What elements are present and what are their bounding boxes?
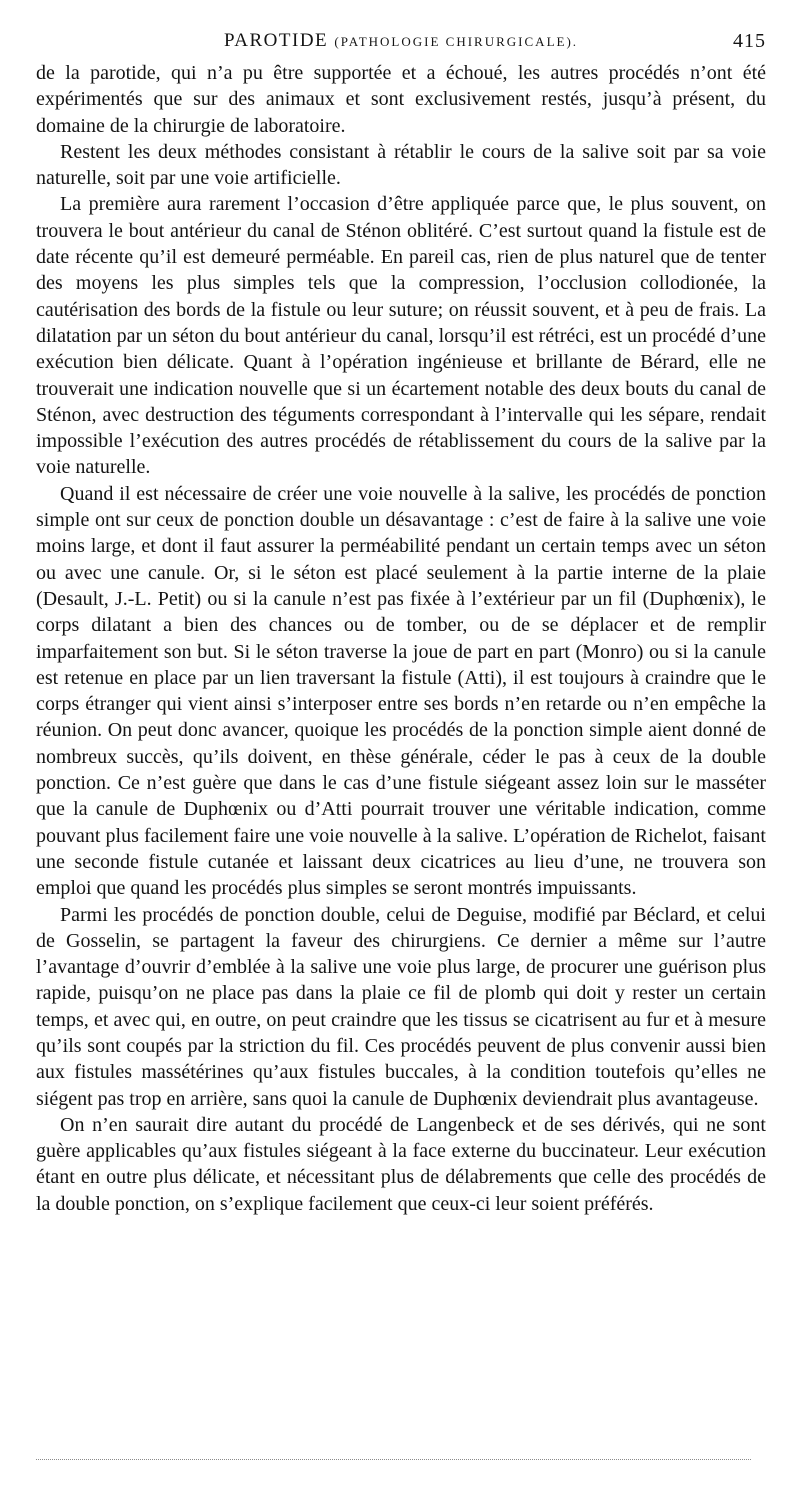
running-head: [36, 30, 766, 58]
paragraph: Restent les deux méthodes consistant à rétablir le cours de la salive soit par sa voie naturelle, soit par une voie artificielle.: [36, 140, 766, 190]
paragraph: Quand il est nécessaire de créer une voie nouvelle à la salive, les procédés de ponction simple ont sur ceux de ponction double un désavantage : c’est de faire à la salive une voie moins large, et dont il faut assurer la perméabilité pendant un certain temps avec un séton ou avec une canule. Or, si le séton est placé seulement à la partie interne de la plaie (Desault, J.-L. Petit) ou si la canule n’est pas fixée à l’extérieur par un fil (Duphœnix), le corps dilatant a bien des chances ou de tomber, ou de se déplacer et de remplir imparfaitement son but. Si le séton traverse la joue de part en part (Monro) ou si la canule est retenue en place par un lien traversant la fistule (Atti), il est toujours à craindre que le corps étranger qui vient ainsi s’interposer entre ses bords n’en retarde ou n’en empêche la réunion. On peut donc avancer, quoique les procédés de la ponction simple aient donné de nombreux succès, qu’ils doivent, en thèse générale, céder le pas à ceux de la double ponction. Ce n’est guère que dans le cas d’une fistule siégeant assez loin sur le masséter que la canule de Duphœnix ou d’Atti pourrait trouver une véritable indication, comme pouvant plus facilement faire une voie nouvelle à la salive. L’opération de Richelot, faisant une seconde fistule cutanée et laissant deux cicatrices au lieu d’une, ne trouvera son emploi que quand les procédés plus simples se seront montrés impuissants.: [36, 482, 766, 900]
running-title: [36, 30, 766, 52]
paragraph: de la parotide, qui n’a pu être supportée et a échoué, les autres procédés n’ont été expérimentés que sur des animaux et sont exclusivement restés, jusqu’à présent, du domaine de la chirurgie de laboratoire.: [36, 62, 766, 137]
body-text: [36, 60, 766, 1217]
page-number: 415: [733, 30, 766, 52]
header-title: PAROTIDE: [223, 30, 329, 51]
footer-rule: [36, 1459, 751, 1460]
paragraph: Parmi les procédés de ponction double, celui de Deguise, modifié par Béclard, et celui de Gosselin, se partagent la faveur des chirurgiens. Ce dernier a même sur l’autre l’avantage d’ouvrir d’emblée à la salive une voie plus large, de procurer une guérison plus rapide, puisqu’on ne place pas dans la plaie ce fil de plomb qui doit y rester un certain temps, et avec qui, en outre, on peut craindre que les tissus se cicatrisent au fur et à mesure qu’ils sont coupés par la striction du fil. Ces procédés peuvent de plus convenir aussi bien aux fistules massétérines qu’aux fistules buccales, à la condition toutefois qu’elles ne siégent pas trop en arrière, sans quoi la canule de Duphœnix deviendrait plus avantageuse.: [36, 903, 766, 1110]
header-subtitle: (PATHOLOGIE CHIRURGICALE).: [334, 34, 579, 49]
paragraph: La première aura rarement l’occasion d’être appliquée parce que, le plus souvent, on trouvera le bout antérieur du canal de Sténon oblitéré. C’est surtout quand la fistule est de date récente qu’il est demeuré perméable. En pareil cas, rien de plus naturel que de tenter des moyens les plus simples tels que la compression, l’occlusion collodionée, la cautérisation des bords de la fistule ou leur suture; on réussit souvent, et à peu de frais. La dilatation par un séton du bout antérieur du canal, lorsqu’il est rétréci, est un procédé d’une exécution bien délicate. Quant à l’opération ingénieuse et brillante de Bérard, elle ne trouverait une indication nouvelle que si un écartement notable des deux bouts du canal de Sténon, avec destruction des téguments correspondant à l’intervalle qui les sépare, rendait impossible l’exécution des autres procédés de rétablissement du cours de la salive par la voie naturelle.: [36, 193, 766, 479]
paragraph: On n’en saurait dire autant du procédé de Langenbeck et de ses dérivés, qui ne sont guère applicables qu’aux fistules siégeant à la face externe du buccinateur. Leur exécution étant en outre plus délicate, et nécessitant plus de délabrements que celle des procédés de la double ponction, on s’explique facilement que ceux-ci leur soient préférés.: [36, 1113, 766, 1215]
